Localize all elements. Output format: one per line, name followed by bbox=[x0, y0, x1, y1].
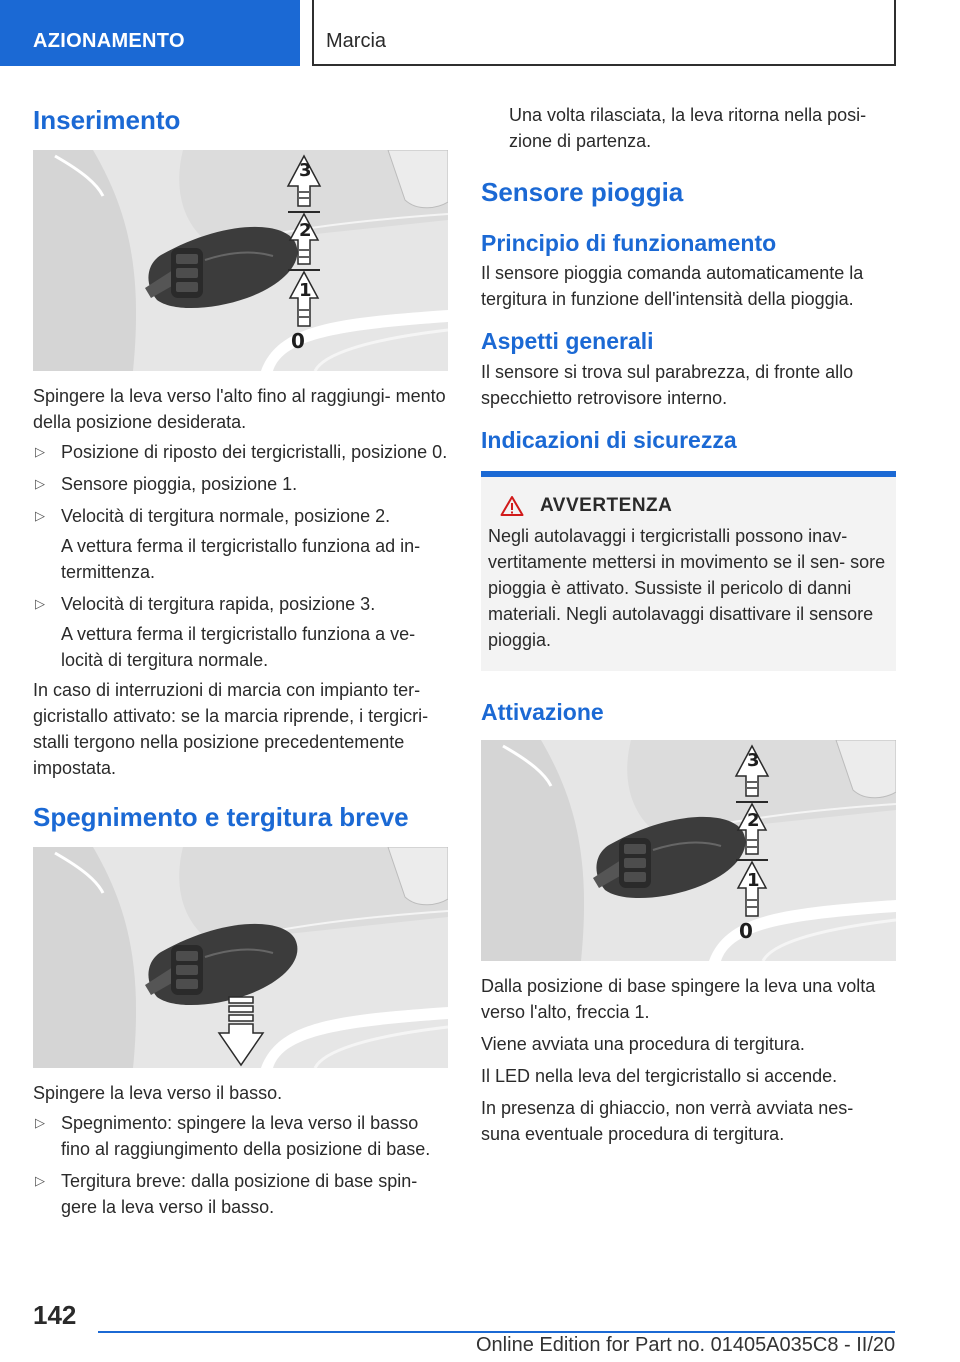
para-spingere-basso: Spingere la leva verso il basso. bbox=[33, 1082, 283, 1103]
para-aspetti: Il sensore si trova sul parabrezza, di fronte allo specchietto retrovisore interno. bbox=[481, 361, 854, 408]
heading-inserimento: Inserimento bbox=[33, 105, 181, 135]
page-number: 142 bbox=[33, 1300, 77, 1330]
para-rilasciata: Una volta rilasciata, la leva ritorna nella posi- zione di partenza. bbox=[509, 105, 867, 151]
arrow-label-1: 1 bbox=[747, 869, 760, 891]
heading-sensore-pioggia: Sensore pioggia bbox=[481, 177, 684, 207]
arrow-label-0: 0 bbox=[739, 918, 753, 943]
warning-text: Negli autolavaggi i tergicristalli possono inav- vertitamente mettersi in movimento se il sen- sore pioggia è attivato. Sussiste il pericolo di danni materiali. Negli autolavaggi disattivare il sensore pioggia. bbox=[488, 526, 886, 651]
bullet-triangle-icon: ▷ bbox=[35, 507, 45, 523]
para-principio: Il sensore pioggia comanda automaticamente la tergitura in funzione dell'intensità della pioggia. bbox=[481, 263, 864, 310]
para-attivazione-3: Il LED nella leva del tergicristallo si accende. bbox=[481, 1065, 838, 1086]
heading-spegnimento: Spegnimento e tergitura breve bbox=[33, 801, 409, 832]
bullet-triangle-icon: ▷ bbox=[35, 1172, 45, 1188]
warning-triangle-icon bbox=[500, 495, 524, 517]
figure-lever-down bbox=[33, 847, 448, 1068]
bullet-triangle-icon: ▷ bbox=[35, 475, 45, 491]
bullet-triangle-icon: ▷ bbox=[35, 1114, 45, 1130]
warning-box bbox=[481, 471, 896, 671]
arrow-label-3: 3 bbox=[299, 159, 312, 181]
arrow-label-2: 2 bbox=[747, 809, 760, 831]
sub-note-pos3: A vettura ferma il tergicristallo funziona a ve- locità di tergitura normale. bbox=[61, 623, 416, 670]
para-attivazione-2: Viene avviata una procedura di tergitura. bbox=[481, 1033, 805, 1054]
list-item: ▷ Velocità di tergitura normale, posizione 2. bbox=[33, 503, 448, 529]
arrow-label-1: 1 bbox=[299, 279, 312, 301]
para-attivazione-4: In presenza di ghiaccio, non verrà avviata nes- suna eventuale procedura di tergitura. bbox=[481, 1097, 854, 1144]
list-item: ▷ Sensore pioggia, posizione 1. bbox=[33, 471, 448, 497]
figure-activation bbox=[481, 740, 896, 961]
heading-sicurezza: Indicazioni di sicurezza bbox=[481, 426, 737, 453]
arrow-label-3: 3 bbox=[747, 749, 760, 771]
arrow-label-2: 2 bbox=[299, 219, 312, 241]
warning-header bbox=[488, 495, 889, 517]
sub-note-pos2: A vettura ferma il tergicristallo funziona ad in- termittenza. bbox=[61, 535, 421, 582]
header-chapter-label: Marcia bbox=[326, 30, 387, 52]
header-section-tab bbox=[0, 0, 300, 66]
heading-attivazione: Attivazione bbox=[481, 699, 604, 726]
footer-divider bbox=[98, 1331, 895, 1333]
right-column bbox=[481, 102, 896, 1147]
header-section-label: AZIONAMENTO bbox=[33, 30, 185, 52]
list-item: ▷ Tergitura breve: dalla posizione di base spin- gere la leva verso il basso. bbox=[33, 1168, 448, 1220]
heading-principio: Principio di funzionamento bbox=[481, 229, 777, 256]
figure-lever-up bbox=[33, 150, 448, 371]
left-column bbox=[33, 96, 448, 1220]
warning-title: AVVERTENZA bbox=[540, 495, 673, 517]
arrow-label-0: 0 bbox=[291, 328, 305, 353]
para-spingere-alto: Spingere la leva verso l'alto fino al raggiungi- mento della posizione desiderata. bbox=[33, 385, 446, 432]
para-attivazione-1: Dalla posizione di base spingere la leva una volta verso l'alto, freccia 1. bbox=[481, 975, 876, 1022]
list-item: ▷ Velocità di tergitura rapida, posizione 3. bbox=[33, 591, 448, 617]
bullet-triangle-icon: ▷ bbox=[35, 443, 45, 459]
list-item: ▷ Spegnimento: spingere la leva verso il basso fino al raggiungimento della posizione di base. bbox=[33, 1110, 448, 1162]
para-interruzioni: In caso di interruzioni di marcia con impianto ter- gicristallo attivato: se la marcia riprende, i tergicri- stalli tergono nella posizione precedentemente impostata. bbox=[33, 679, 429, 778]
heading-aspetti: Aspetti generali bbox=[481, 328, 654, 355]
bullet-triangle-icon: ▷ bbox=[35, 595, 45, 611]
footer-edition: Online Edition for Part no. 01405A035C8 - II/20 bbox=[476, 1334, 896, 1356]
list-item: ▷ Posizione di riposto dei tergicristalli, posizione 0. bbox=[33, 439, 448, 465]
header-chapter-box bbox=[312, 0, 896, 66]
